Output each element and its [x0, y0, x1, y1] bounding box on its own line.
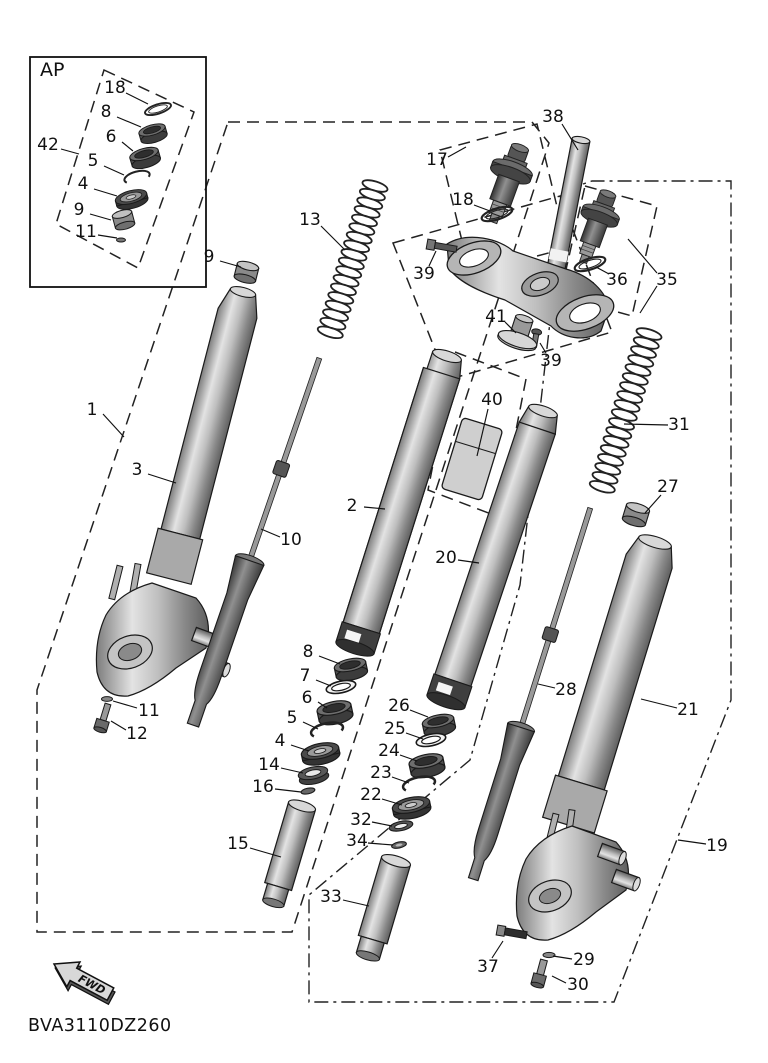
part-label-19: 19 [706, 836, 728, 856]
leader-line-33 [343, 900, 369, 906]
part-label-8: 8 [100, 102, 112, 122]
cylinder-15 [259, 797, 317, 910]
part-label-12: 12 [126, 724, 148, 744]
part-label-9: 9 [73, 200, 85, 220]
part-label-37: 37 [477, 957, 499, 977]
part-label-28: 28 [555, 680, 577, 700]
reflector-40 [441, 417, 503, 500]
axle-bracket-right [516, 810, 641, 941]
part-label-17: 17 [426, 150, 448, 170]
part-label-31: 31 [668, 415, 690, 435]
part-label-34: 34 [346, 831, 368, 851]
part-label-10: 10 [280, 530, 302, 550]
washer-29 [543, 952, 555, 957]
ap-o-ring-18 [144, 100, 173, 117]
part-label-11: 11 [75, 222, 97, 242]
part-label-5: 5 [87, 151, 99, 171]
dust-seal-14 [297, 764, 330, 787]
spring-13 [315, 178, 389, 345]
part-label-6: 6 [105, 127, 117, 147]
cylinder-33 [352, 852, 411, 964]
part-label-18: 18 [452, 190, 474, 210]
part-label-32: 32 [350, 810, 372, 830]
part-label-18: 18 [104, 78, 126, 98]
washer-25 [415, 731, 447, 749]
part-label-11: 11 [138, 701, 160, 721]
part-label-41: 41 [485, 307, 507, 327]
part-label-25: 25 [384, 719, 406, 739]
part-label-4: 4 [274, 731, 286, 751]
leader-line-42 [61, 149, 79, 154]
leader-line-3 [148, 474, 176, 483]
leader-line-26 [410, 710, 428, 717]
fender-tab [109, 565, 123, 599]
part-label-23: 23 [370, 763, 392, 783]
leader-line-13 [321, 226, 345, 250]
leader-line-5 [104, 166, 124, 175]
leader-line-28 [538, 684, 555, 688]
leader-line-1 [103, 414, 124, 437]
part-label-40: 40 [481, 390, 503, 410]
leader-line-21 [641, 699, 677, 708]
part-label-26: 26 [388, 696, 410, 716]
leader-line-32 [372, 822, 392, 826]
ap-box-label: AP [40, 59, 65, 81]
bolt-12 [93, 702, 114, 734]
part-label-4: 4 [77, 174, 89, 194]
part-label-2: 2 [346, 496, 358, 516]
part-label-38: 38 [542, 107, 564, 127]
part-label-8: 8 [302, 642, 314, 662]
part-label-13: 13 [299, 210, 321, 230]
part-label-39: 39 [540, 351, 562, 371]
leader-line-7 [316, 680, 331, 686]
ap-washer-11 [117, 238, 126, 242]
part-label-24: 24 [378, 741, 400, 761]
ap-bushing-8 [138, 121, 169, 146]
part-label-36: 36 [606, 270, 628, 290]
leader-line-27 [645, 495, 661, 513]
clip-16 [301, 787, 316, 795]
cap-27 [621, 500, 651, 528]
part-label-9: 9 [203, 247, 215, 267]
ap-inset-parts [111, 100, 172, 242]
oil-seal-22 [391, 794, 433, 822]
part-label-42: 42 [37, 135, 59, 155]
part-label-22: 22 [360, 785, 382, 805]
part-label-14: 14 [258, 755, 280, 775]
leader-line-16 [275, 789, 301, 792]
leader-line-19 [678, 840, 706, 844]
leader-line-17 [448, 147, 466, 157]
part-label-1: 1 [86, 400, 98, 420]
leader-line-10 [261, 529, 280, 537]
spring-31 [587, 326, 663, 500]
part-label-35: 35 [656, 270, 678, 290]
bushing-8 [333, 656, 369, 683]
leader-line-6 [122, 142, 133, 151]
leader-line-9 [90, 214, 111, 220]
bolt-30 [530, 958, 550, 989]
leader-line-11 [98, 235, 117, 238]
leader-line-35 [640, 286, 657, 313]
part-label-16: 16 [252, 777, 274, 797]
fwd-arrow-label: FWD [75, 972, 108, 998]
leader-line-4 [94, 189, 117, 196]
part-label-39: 39 [413, 264, 435, 284]
part-label-27: 27 [657, 477, 679, 497]
ap-snap-ring-5 [123, 168, 150, 183]
leader-line-8 [117, 117, 141, 127]
leader-line-37 [492, 941, 503, 958]
leader-line-12 [111, 721, 126, 730]
inner-tube-3 [147, 282, 267, 584]
part-label-20: 20 [435, 548, 457, 568]
leader-line-14 [281, 768, 303, 773]
leader-line-5 [303, 722, 318, 729]
leader-line-29 [553, 956, 572, 959]
cap-9 [233, 259, 259, 285]
part-label-29: 29 [573, 950, 595, 970]
leader-line-11 [113, 701, 137, 708]
part-label-7: 7 [299, 666, 311, 686]
oil-seal-4 [300, 740, 342, 768]
ap-seal-4 [114, 187, 150, 213]
ring-32 [388, 819, 413, 833]
washer-7 [325, 678, 357, 696]
part-label-15: 15 [227, 834, 249, 854]
ap-collar-9 [111, 208, 135, 232]
ap-bushing-6 [128, 145, 162, 172]
leader-line-30 [552, 976, 566, 983]
part-label-6: 6 [301, 688, 313, 708]
washer-11 [102, 697, 113, 702]
snap-ring-5 [310, 720, 344, 737]
leader-line-23 [392, 777, 409, 783]
diagram-code: BVA3110DZ260 [28, 1016, 172, 1036]
part-label-3: 3 [131, 460, 143, 480]
fwd-arrow [46, 952, 120, 1011]
leader-line-31 [624, 424, 668, 425]
leader-line-34 [368, 843, 393, 845]
leader-line-25 [406, 733, 423, 739]
part-label-33: 33 [320, 887, 342, 907]
part-label-30: 30 [567, 975, 589, 995]
leader-line-8 [319, 656, 340, 664]
part-label-21: 21 [677, 700, 699, 720]
leader-line-18 [126, 93, 148, 104]
leader-line-18 [474, 205, 490, 211]
clip-34 [391, 841, 407, 850]
part-label-5: 5 [286, 708, 298, 728]
